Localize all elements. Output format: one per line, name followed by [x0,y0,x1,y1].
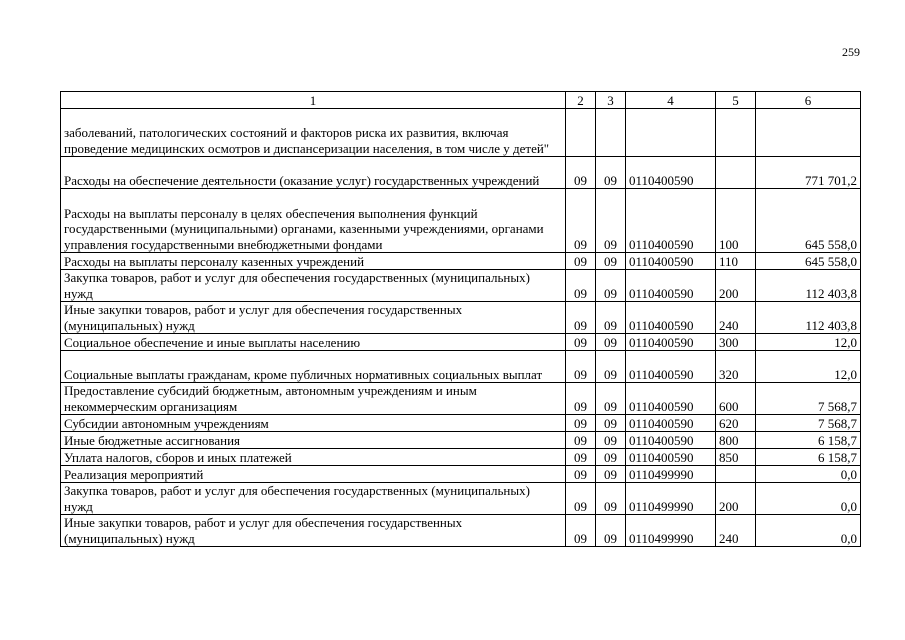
row-subsection: 09 [596,253,626,270]
table-row [61,157,861,189]
row-section: 09 [566,515,596,547]
row-target-article: 0110400590 [626,415,716,432]
table-row [61,189,861,253]
row-section: 09 [566,415,596,432]
row-expense-type: 110 [716,253,756,270]
column-header-3: 3 [596,92,626,109]
column-header-5: 5 [716,92,756,109]
row-name: Иные закупки товаров, работ и услуг для обеспечения государственных (муниципальных) нужд [61,515,566,547]
table-row [61,351,861,383]
row-name: Уплата налогов, сборов и иных платежей [61,449,566,466]
row-subsection: 09 [596,157,626,189]
row-name: Предоставление субсидий бюджетным, автономным учреждениям и иным некоммерческим организациям [61,383,566,415]
table-row [61,334,861,351]
table-row [61,253,861,270]
row-name: Социальное обеспечение и иные выплаты населению [61,334,566,351]
row-name: Реализация мероприятий [61,466,566,483]
row-amount [756,109,861,157]
row-section: 09 [566,270,596,302]
row-name: Субсидии автономным учреждениям [61,415,566,432]
row-amount: 6 158,7 [756,432,861,449]
row-amount: 0,0 [756,515,861,547]
table-row [61,483,861,515]
row-name: Закупка товаров, работ и услуг для обеспечения государственных (муниципальных) нужд [61,270,566,302]
row-amount: 6 158,7 [756,449,861,466]
row-amount: 645 558,0 [756,253,861,270]
row-section [566,109,596,157]
row-expense-type [716,157,756,189]
row-expense-type: 800 [716,432,756,449]
table-row [61,270,861,302]
row-section: 09 [566,449,596,466]
row-amount: 112 403,8 [756,302,861,334]
row-name: Расходы на обеспечение деятельности (оказание услуг) государственных учреждений [61,157,566,189]
row-subsection: 09 [596,483,626,515]
row-amount: 0,0 [756,483,861,515]
row-subsection: 09 [596,351,626,383]
row-amount: 645 558,0 [756,189,861,253]
row-amount: 12,0 [756,334,861,351]
row-section: 09 [566,383,596,415]
table-row [61,449,861,466]
row-section: 09 [566,302,596,334]
row-amount: 7 568,7 [756,415,861,432]
row-expense-type: 300 [716,334,756,351]
row-expense-type: 240 [716,302,756,334]
row-amount: 112 403,8 [756,270,861,302]
page-number: 259 [842,45,860,59]
row-target-article: 0110499990 [626,515,716,547]
row-subsection: 09 [596,302,626,334]
table-row [61,466,861,483]
row-target-article: 0110499990 [626,466,716,483]
row-target-article: 0110499990 [626,483,716,515]
row-section: 09 [566,189,596,253]
row-target-article: 0110400590 [626,189,716,253]
row-subsection: 09 [596,415,626,432]
row-subsection: 09 [596,334,626,351]
column-header-6: 6 [756,92,861,109]
row-target-article: 0110400590 [626,270,716,302]
row-section: 09 [566,157,596,189]
row-expense-type [716,466,756,483]
row-target-article: 0110400590 [626,157,716,189]
row-section: 09 [566,334,596,351]
table-header-row [61,92,861,109]
table-row [61,109,861,157]
row-name: Расходы на выплаты персоналу в целях обеспечения выполнения функций государственными (муниципальными) органами, казенными учреждениями, органами управления государственными внебюджетными фондами [61,189,566,253]
row-amount: 771 701,2 [756,157,861,189]
column-header-4: 4 [626,92,716,109]
row-section: 09 [566,466,596,483]
row-section: 09 [566,432,596,449]
row-subsection: 09 [596,466,626,483]
row-subsection [596,109,626,157]
row-name: Расходы на выплаты персоналу казенных учреждений [61,253,566,270]
row-amount: 7 568,7 [756,383,861,415]
table-row [61,432,861,449]
budget-table [60,91,861,547]
row-expense-type: 200 [716,270,756,302]
row-expense-type: 850 [716,449,756,466]
row-section: 09 [566,351,596,383]
column-header-1: 1 [61,92,566,109]
table-row [61,415,861,432]
table-row [61,383,861,415]
row-subsection: 09 [596,270,626,302]
table-row [61,515,861,547]
row-subsection: 09 [596,432,626,449]
row-target-article [626,109,716,157]
row-target-article: 0110400590 [626,302,716,334]
row-subsection: 09 [596,449,626,466]
column-header-2: 2 [566,92,596,109]
row-name: Иные бюджетные ассигнования [61,432,566,449]
row-name: Иные закупки товаров, работ и услуг для обеспечения государственных (муниципальных) нужд [61,302,566,334]
row-expense-type: 240 [716,515,756,547]
row-target-article: 0110400590 [626,351,716,383]
row-target-article: 0110400590 [626,253,716,270]
row-expense-type: 320 [716,351,756,383]
row-expense-type: 620 [716,415,756,432]
row-subsection: 09 [596,189,626,253]
row-section: 09 [566,483,596,515]
row-name: заболеваний, патологических состояний и факторов риска их развития, включая проведение медицинских осмотров и диспансеризации населения, в том числе у детей" [61,109,566,157]
row-expense-type: 100 [716,189,756,253]
row-name: Социальные выплаты гражданам, кроме публичных нормативных социальных выплат [61,351,566,383]
row-subsection: 09 [596,383,626,415]
row-amount: 12,0 [756,351,861,383]
row-target-article: 0110400590 [626,449,716,466]
row-amount: 0,0 [756,466,861,483]
row-target-article: 0110400590 [626,432,716,449]
table-row [61,302,861,334]
row-expense-type: 200 [716,483,756,515]
row-subsection: 09 [596,515,626,547]
row-target-article: 0110400590 [626,383,716,415]
row-name: Закупка товаров, работ и услуг для обеспечения государственных (муниципальных) нужд [61,483,566,515]
row-target-article: 0110400590 [626,334,716,351]
row-expense-type: 600 [716,383,756,415]
row-expense-type [716,109,756,157]
row-section: 09 [566,253,596,270]
